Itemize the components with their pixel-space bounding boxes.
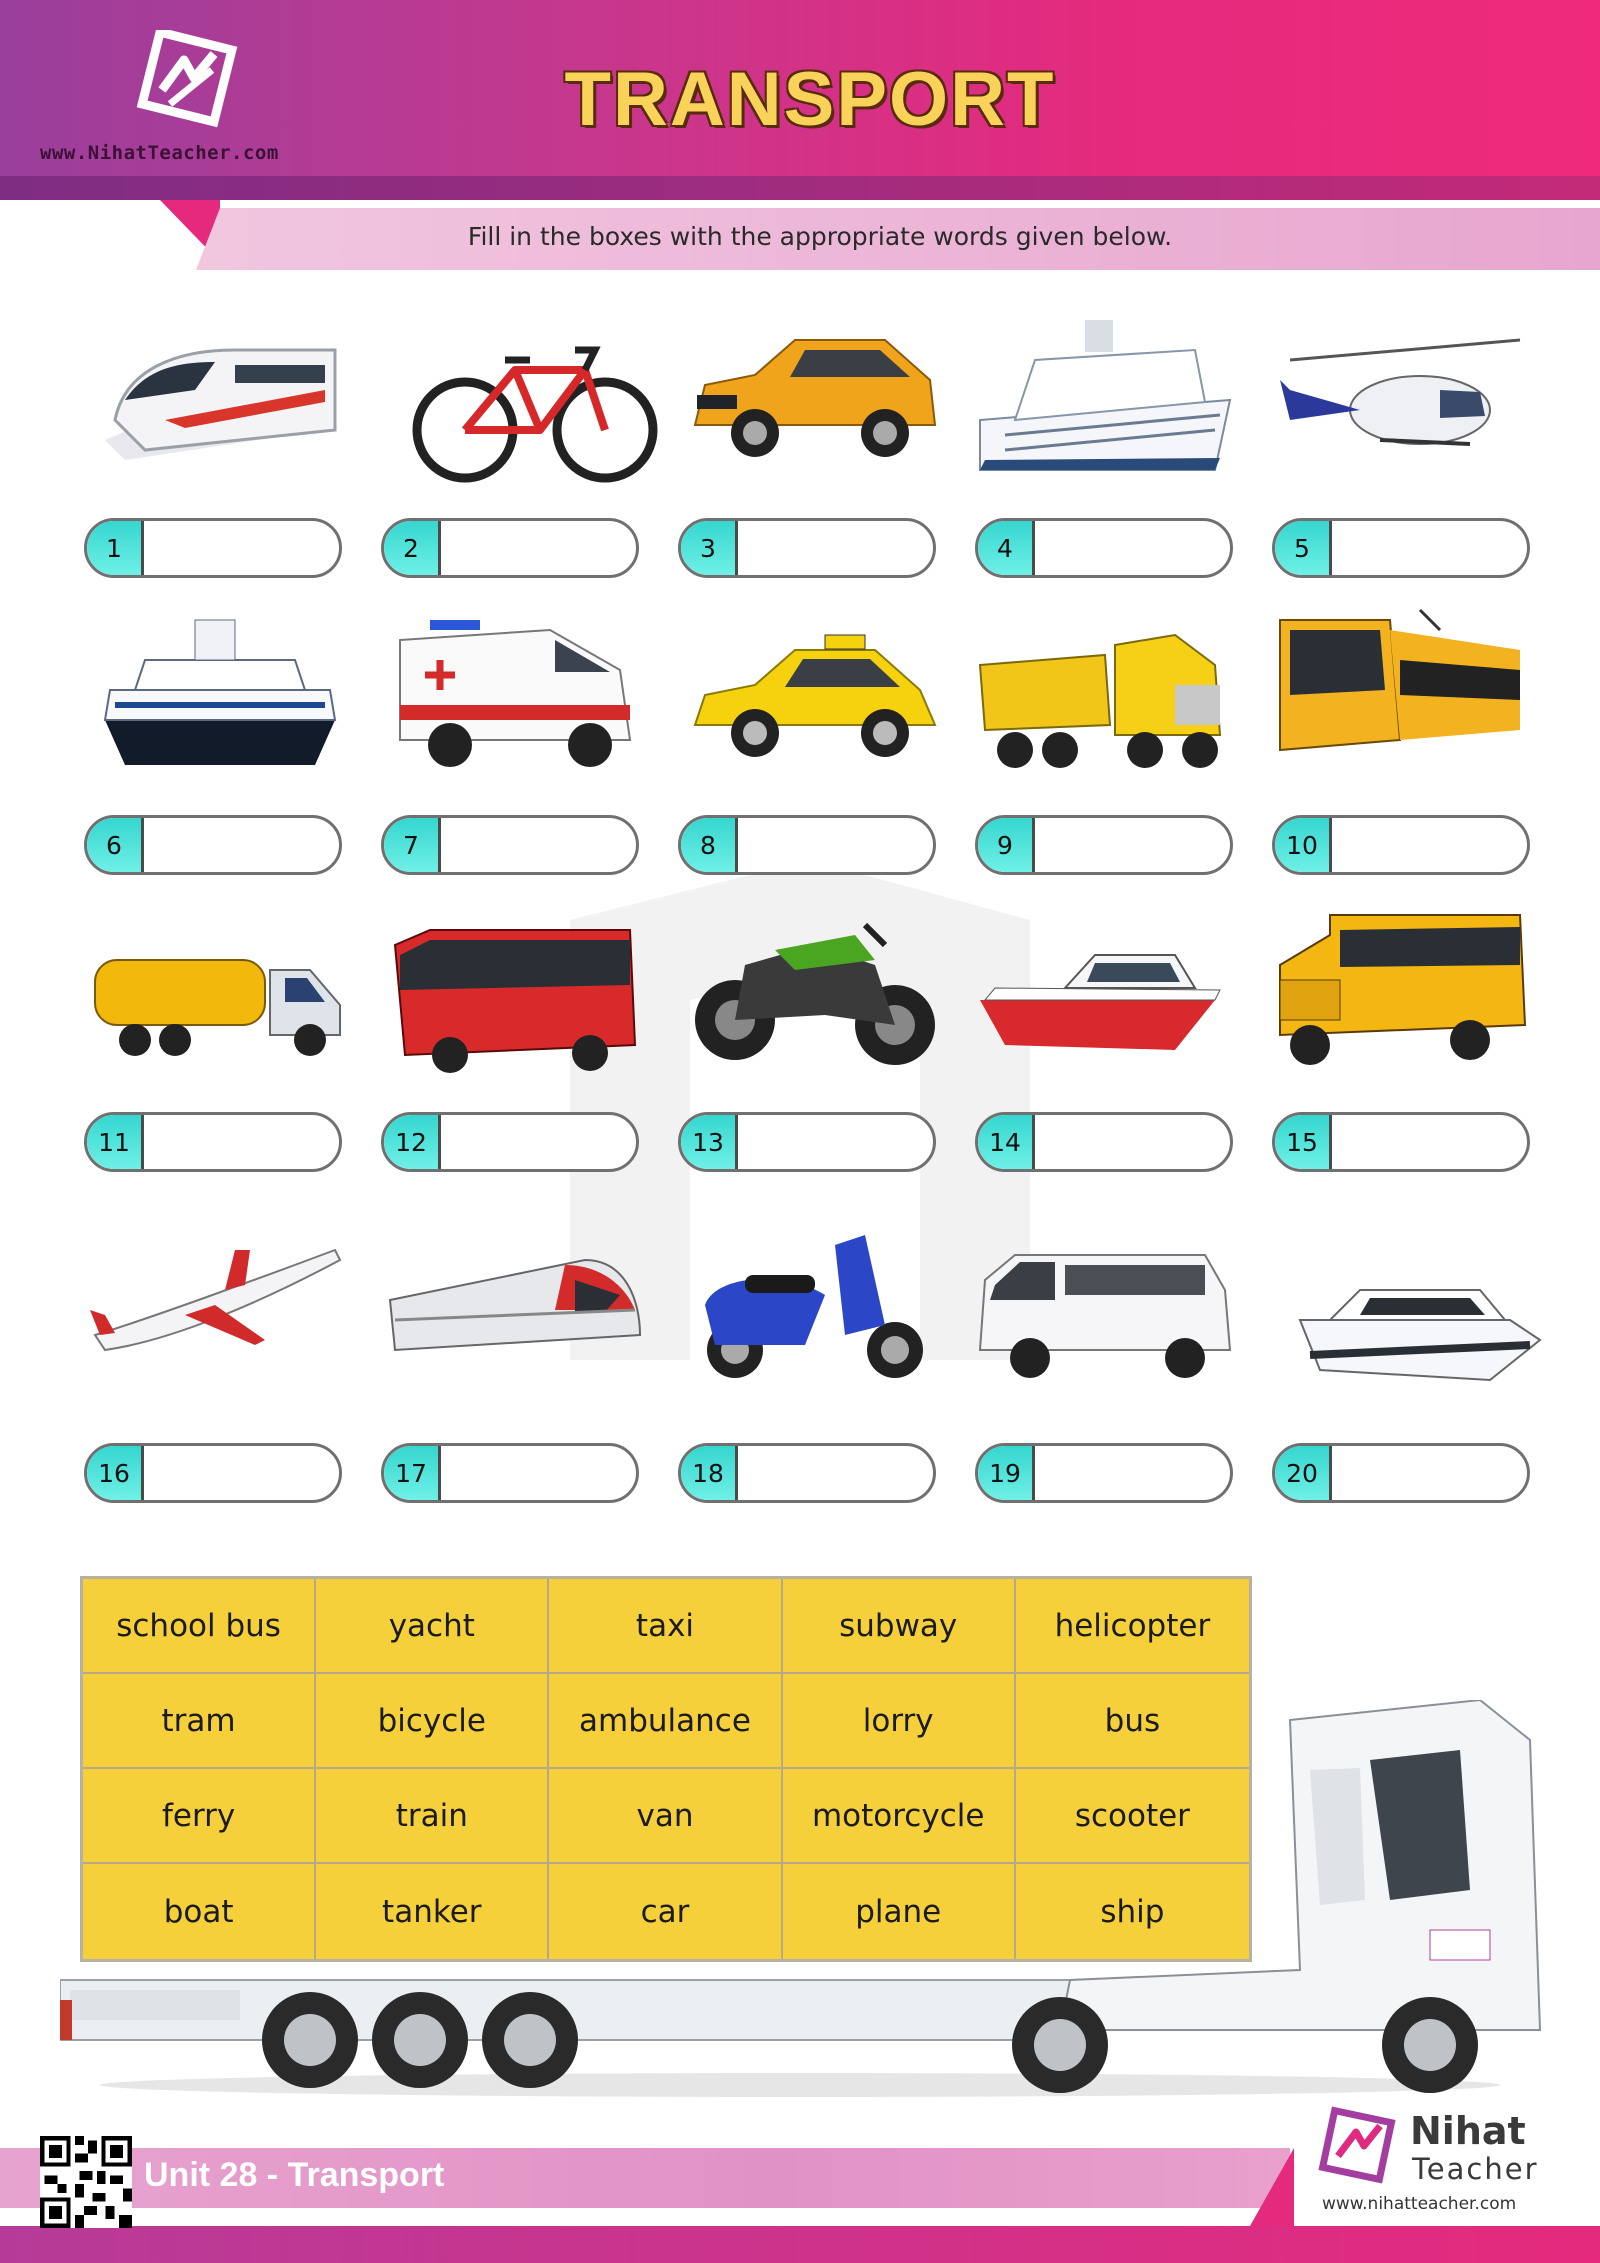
answer-field-9[interactable] [975, 815, 1233, 875]
number-badge: 8 [681, 818, 738, 872]
number-badge: 18 [681, 1446, 738, 1500]
page-title: TRANSPORT [564, 57, 1056, 142]
answer-input[interactable] [144, 521, 339, 577]
school-bus-icon [1270, 905, 1530, 1075]
instruction-text: Fill in the boxes with the appropriate words given below. [467, 222, 1173, 251]
answer-input[interactable] [441, 521, 636, 577]
nihat-teacher-logo-icon [1316, 2104, 1398, 2186]
brand-subtitle: Teacher [1412, 2152, 1539, 2186]
number-badge: 9 [978, 818, 1035, 872]
word-bank-word: ambulance [549, 1674, 782, 1769]
boat-icon [975, 930, 1235, 1100]
number-badge: 11 [87, 1115, 144, 1169]
word-bank-word: motorcycle [783, 1769, 1016, 1864]
answer-field-5[interactable] [1272, 518, 1530, 578]
lorry-icon [975, 615, 1235, 785]
number-badge: 1 [87, 521, 144, 575]
train-icon [85, 310, 345, 480]
word-bank-word: subway [783, 1579, 1016, 1674]
number-badge: 20 [1275, 1446, 1332, 1500]
scooter-icon [685, 1215, 945, 1385]
answer-field-11[interactable] [84, 1112, 342, 1172]
answer-field-3[interactable] [678, 518, 936, 578]
answer-input[interactable] [1332, 1446, 1527, 1502]
ferry-icon [85, 600, 345, 770]
bicycle-icon [405, 320, 665, 490]
answer-input[interactable] [144, 818, 339, 874]
answer-input[interactable] [441, 1115, 636, 1171]
answer-input[interactable] [738, 818, 933, 874]
qr-code-icon [40, 2136, 132, 2228]
answer-field-1[interactable] [84, 518, 342, 578]
word-bank-word: plane [783, 1864, 1016, 1959]
answer-field-15[interactable] [1272, 1112, 1530, 1172]
word-bank-word: tanker [316, 1864, 549, 1959]
answer-input[interactable] [1035, 521, 1230, 577]
answer-input[interactable] [1035, 818, 1230, 874]
answer-input[interactable] [1035, 1446, 1230, 1502]
word-bank-word: car [549, 1864, 782, 1959]
number-badge: 16 [87, 1446, 144, 1500]
word-bank-word: boat [83, 1864, 316, 1959]
number-badge: 14 [978, 1115, 1035, 1169]
number-badge: 19 [978, 1446, 1035, 1500]
header-stripe [0, 176, 1600, 200]
number-badge: 13 [681, 1115, 738, 1169]
word-bank-word: taxi [549, 1579, 782, 1674]
word-bank-word: ferry [83, 1769, 316, 1864]
word-bank-word: school bus [83, 1579, 316, 1674]
plane-icon [85, 1225, 345, 1395]
answer-input[interactable] [144, 1446, 339, 1502]
answer-input[interactable] [738, 1115, 933, 1171]
answer-field-2[interactable] [381, 518, 639, 578]
answer-field-8[interactable] [678, 815, 936, 875]
word-bank-word: bus [1016, 1674, 1249, 1769]
answer-input[interactable] [441, 818, 636, 874]
answer-field-18[interactable] [678, 1443, 936, 1503]
number-badge: 10 [1275, 818, 1332, 872]
answer-field-13[interactable] [678, 1112, 936, 1172]
number-badge: 6 [87, 818, 144, 872]
word-bank-word: helicopter [1016, 1579, 1249, 1674]
word-bank-word: van [549, 1769, 782, 1864]
taxi-icon [685, 615, 945, 785]
helicopter-icon [1270, 320, 1530, 490]
answer-input[interactable] [1035, 1115, 1230, 1171]
subway-icon [385, 1240, 645, 1410]
answer-input[interactable] [1332, 1115, 1527, 1171]
answer-input[interactable] [441, 1446, 636, 1502]
answer-field-7[interactable] [381, 815, 639, 875]
answer-input[interactable] [738, 521, 933, 577]
number-badge: 3 [681, 521, 738, 575]
car-icon [685, 315, 945, 485]
answer-field-10[interactable] [1272, 815, 1530, 875]
site-url: www.NihatTeacher.com [40, 142, 279, 164]
brand-name: Nihat [1410, 2109, 1526, 2153]
bus-icon [390, 915, 650, 1085]
number-badge: 17 [384, 1446, 441, 1500]
word-bank-word: lorry [783, 1674, 1016, 1769]
number-badge: 4 [978, 521, 1035, 575]
yacht-icon [1290, 1260, 1550, 1430]
tanker-icon [85, 910, 345, 1080]
van-icon [975, 1240, 1235, 1410]
answer-field-12[interactable] [381, 1112, 639, 1172]
word-bank-word: bicycle [316, 1674, 549, 1769]
answer-field-20[interactable] [1272, 1443, 1530, 1503]
number-badge: 7 [384, 818, 441, 872]
nihat-logo-icon [132, 30, 242, 130]
motorcycle-icon [685, 905, 945, 1075]
answer-input[interactable] [738, 1446, 933, 1502]
answer-input[interactable] [144, 1115, 339, 1171]
number-badge: 5 [1275, 521, 1332, 575]
number-badge: 12 [384, 1115, 441, 1169]
ship-icon [975, 310, 1235, 480]
answer-input[interactable] [1332, 818, 1527, 874]
word-bank-word: scooter [1016, 1769, 1249, 1864]
tram-icon [1270, 600, 1530, 770]
word-bank-word: yacht [316, 1579, 549, 1674]
brand-url[interactable]: www.nihatteacher.com [1322, 2194, 1517, 2214]
answer-field-6[interactable] [84, 815, 342, 875]
answer-field-17[interactable] [381, 1443, 639, 1503]
answer-field-14[interactable] [975, 1112, 1233, 1172]
word-bank-word: ship [1100, 1893, 1165, 1930]
answer-field-19[interactable] [975, 1443, 1233, 1503]
word-bank-word: train [316, 1769, 549, 1864]
answer-input[interactable] [1332, 521, 1527, 577]
number-badge: 2 [384, 521, 441, 575]
word-bank-word: tram [83, 1674, 316, 1769]
ambulance-icon [390, 610, 650, 780]
number-badge: 15 [1275, 1115, 1332, 1169]
answer-field-16[interactable] [84, 1443, 342, 1503]
word-bank [80, 1576, 1252, 1962]
footer-notch [1250, 2148, 1294, 2226]
unit-label: Unit 28 - Transport [144, 2156, 445, 2194]
footer-bottom-stripe [0, 2226, 1600, 2263]
answer-field-4[interactable] [975, 518, 1233, 578]
